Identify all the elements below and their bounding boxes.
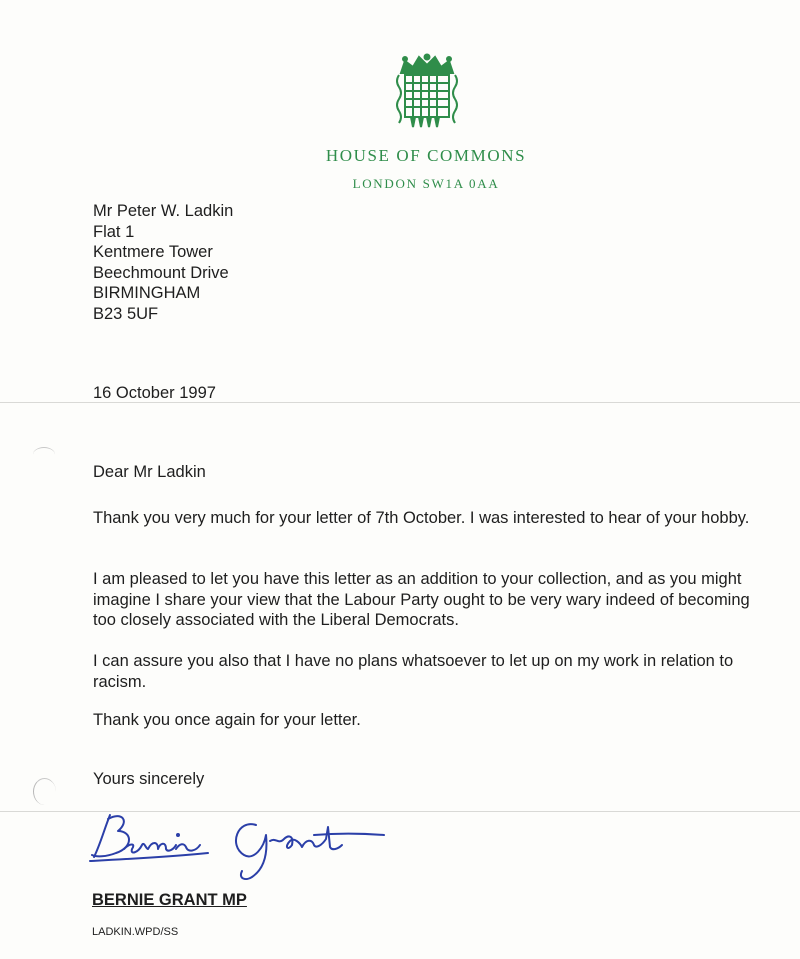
letterhead-org: HOUSE OF COMMONS [325,146,527,165]
body-paragraph: I can assure you also that I have no plans whatsoever to let up on my work in relation to racism. [93,652,734,691]
salutation: Dear Mr Ladkin [93,463,206,481]
handwritten-signature [88,805,388,883]
body-paragraph: I am pleased to let you have this letter as an addition to your collection, and as you might imagine I share your view that the Labour Party ought to be very wary indeed of becoming too closely associated with the Liberal Democrats. [93,570,750,629]
punch-hole-mark [33,778,56,805]
recipient-city: BIRMINGHAM [93,284,201,302]
recipient-line: Beechmount Drive [93,263,229,282]
document-reference: LADKIN.WPD/SS [92,926,179,938]
recipient-line: Flat 1 [93,222,135,241]
recipient-address [93,201,233,324]
portcullis-icon [393,53,461,131]
signatory-name: BERNIE GRANT MP [92,891,247,909]
recipient-postcode: B23 5UF [93,304,159,323]
letterhead-address: LONDON SW1A 0AA [352,176,500,191]
body-paragraph: Thank you very much for your letter of 7th October. I was interested to hear of your hobby. [93,509,750,527]
closing: Yours sincerely [93,770,205,788]
body-paragraph: Thank you once again for your letter. [93,711,361,729]
recipient-line: Kentmere Tower [93,243,213,261]
punch-hole-mark [33,447,55,462]
recipient-name: Mr Peter W. Ladkin [93,202,234,220]
letter-date: 16 October 1997 [93,384,216,402]
